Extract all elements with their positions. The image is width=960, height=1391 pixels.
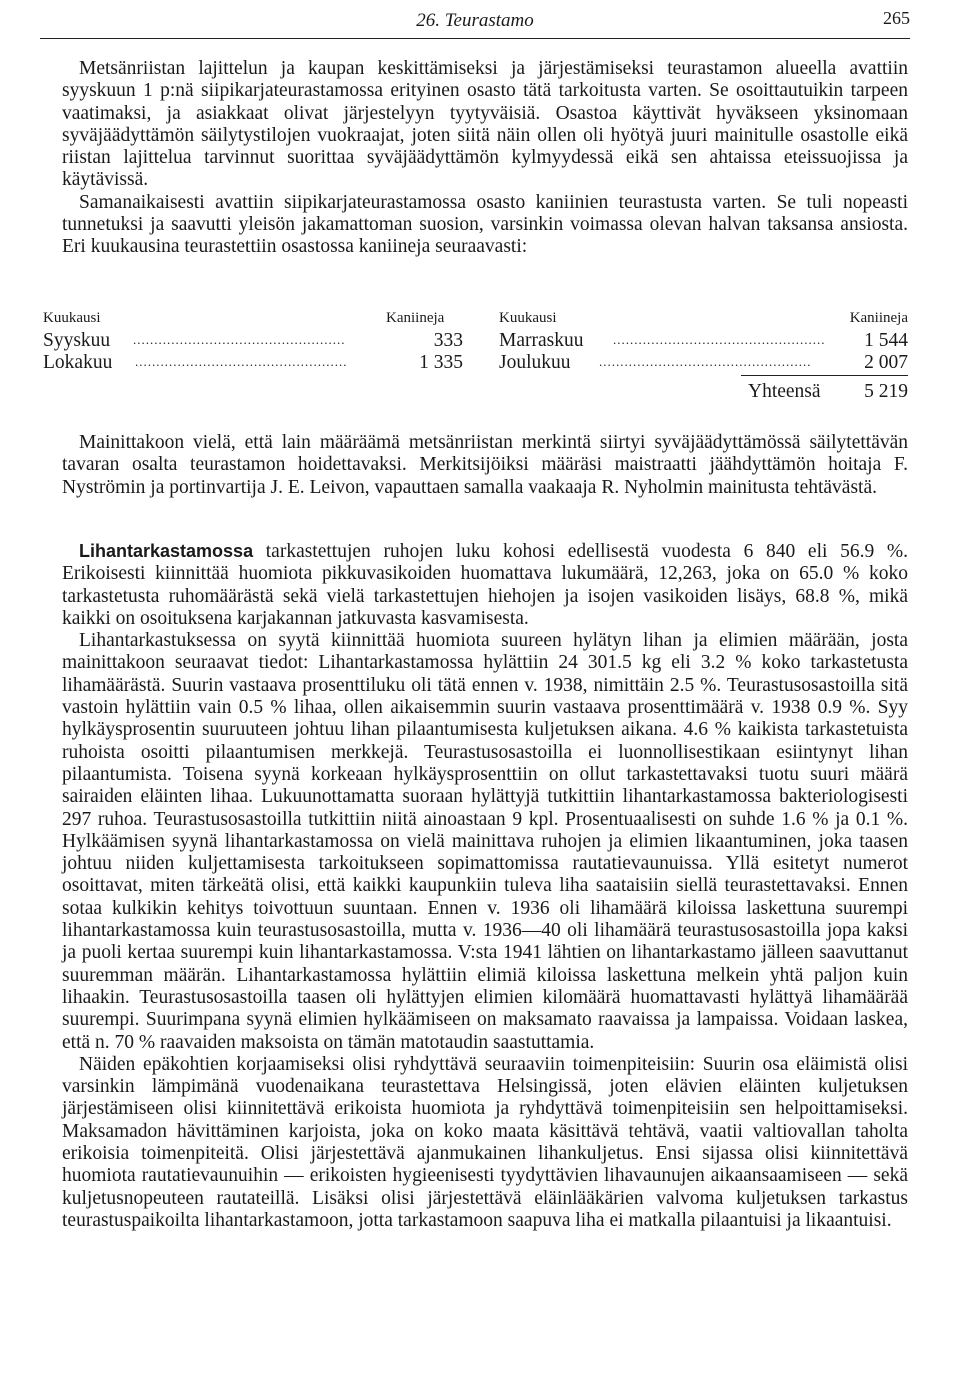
chapter-title: 26. Teurastamo (416, 10, 534, 31)
table-row (499, 352, 908, 374)
meat-paragraph-2: Lihantarkastuksessa on syytä kiinnittää huomiota suureen hylätyn lihan ja elimien määrään, josta mainittakoon seuraavat tiedot: Lihantarkastamossa hylättiin 24 301.5 kg eli 3.2 % koko tarkastetusta lihamäärästä. Suurin vastaava prosenttiluku oli tätä ennen v. 1938, nimittäin 2.5 %. Teurastusosastoilla sitä vastoin hylättiin vain 0.5 % lihaa, ollen aikaisemmin suurin vastaava prosenttimäärä v. 1938 0.9 %. Syy hylkäysprosentin suuruuteen johtuu lihan pilaantumisesta kuljetuksen aikana. 4.6 % kaikista tarkastetuista ruhoista osoitti pilaantumisen merkkejä. Teurastusosastoilla ei luonnollisestikaan esiintynyt lihan pilaantumista. Toisena syynä korkeaan hylkäysprosenttiin on ollut tarkastettavaksi tuotu suuri määrä sairaiden eläinten lihaa. Lukuunottamatta suoraan hylättyjä tutkittiin lihantarkastamossa bakteriologisesti 297 ruhoa. Teurastusosastoilla tutkittiin niitä ainoastaan 9 kpl. Prosentuaalisesti on suhde 1.6 % ja 0.1 %. Hylkäämisen syynä lihantarkastamossa on vielä mainittava ruhojen ja elimien likaantuminen, joka taasen johtuu niiden kuljettamisesta tarkoitukseen sopimattomissa rautatievaunuissa. Yllä esitetyt numerot osoittavat, miten tärkeätä olisi, että kaikki kaupunkiin tuleva liha saataisiin siellä teurastettavaksi. Ennen sotaa kulkikin kehitys toivottuun suuntaan. Ennen v. 1936 oli lihamäärä kiloissa laskettuna suurempi lihantarkastamossa kuin teurastusosastoilla, mutta v. 1936—40 oli lihamäärä teurastusosastoilla jopa kaksi ja puoli kertaa suurempi kuin lihantarkastamossa. V:sta 1941 lähtien on lihantarkastamo jälleen saavuttanut suuremman määrän. Lihantarkastamossa hylättiin elimiä kiloissa laskettuna melkein yhtä paljon kuin lihaakin. Teurastusosastoilla taasen oli hylättyjen elimien kilomäärä huomattavasti hylättyä lihamäärää suurempi. Suurimpana syynä elimien hylkäämiseen on maksamato raavaissa ja lampaissa. Voidaan laskea, että n. 70 % raavaiden maksoista on tämän matotaudin saastuttamia. (62, 630, 908, 1053)
total-label: Yhteensä (748, 381, 821, 402)
intro-paragraph-1: Metsänriistan lajittelun ja kaupan keskittämiseksi ja järjestämiseksi teurastamon alueella avattiin syyskuun 1 p:nä siipikarjateurastamossa erityinen osasto tätä tarkoitusta varten. Se osoittautuikin tarpeen vaatimaksi, ja asiakkaat olivat järjestelyyn tyytyväisiä. Osastoa käyttivät hyväkseen yksinomaan syväjäädyttämön säilytystilojen vuokraajat, joten siitä näin ollen oli hyötyä juuri mainitulle osastolle eikä riistan lajittelua tarvinnut suorittaa syväjäädyttämön kylmyydessä eikä sen ahtaissa eteissuojissa ja käytävissä. (62, 58, 908, 191)
intro-paragraph-2: Samanaikaisesti avattiin siipikarjateurastamossa osasto kaniinien teurastusta varten. Se tuli nopeasti tunnetuksi ja saavutti yleisön jakamattoman suosion, varsinkin voimassa olevan halvan taksansa ansiosta. Eri kuukausina teurastettiin osastossa kaniineja seuraavasti: (62, 191, 908, 258)
header-rule (40, 38, 910, 39)
row-month: Marraskuu (499, 330, 584, 351)
section-lead: Lihantarkastamossa (79, 541, 254, 561)
sum-rule (741, 375, 908, 376)
page-number: 265 (883, 8, 910, 28)
meat-paragraph-3: Näiden epäkohtien korjaamiseksi olisi ryhdyttävä seuraaviin toimenpiteisiin: Suurin osa eläimistä olisi varsinkin lämpimänä vuodenaikana teurastettava Helsingissä, joten elävien eläinten kuljetuksen järjestämiseen olisi kiinnitettävä erikoista huomiota ja ryhdyttävä toimenpiteisiin sen helpoittamiseksi. Maksamadon hävittäminen karjoista, joka on koko maata käsittävä tehtävä, vaatii valtiovallan taholta erikoisia toimenpiteitä. Olisi järjestettävä ajanmukainen lihankuljetus. Ensi sijassa olisi kiinnitettävä huomiota rautatievaunuihin — erikoisten hygieenisesti tyydyttävien lihavaunujen aikaansaamiseen — sekä kuljetusnopeuteen rautateillä. Lisäksi olisi järjestettävä eläinlääkärien valvoma kuljetuksen tarkastus teurastuspaikoilta lihantarkastamoon, jotta tarkastamoon saapuva liha ei matkalla pilaantuisi ja likaantuisi. (62, 1053, 908, 1231)
col-header-month-right: Kuukausi (499, 310, 557, 326)
intro-section (62, 58, 908, 259)
table-row (43, 352, 463, 374)
total-value: 5 219 (864, 381, 908, 402)
meat-paragraph-1 (62, 540, 908, 630)
col-header-count-left: Kaniineja (386, 310, 445, 326)
staff-paragraph: Mainittakoon vielä, että lain määräämä metsänriistan merkintä siirtyi syväjäädyttämössä säilytettävän tavaran osalta teurastamon hoidettavaksi. Merkitsijöiksi määräsi maistraatti jäähdyttämön hoitaja F. Nyströmin ja portinvartija J. E. Leivon, vapauttaen samalla vaakaaja R. Nyholmin mainitusta tehtävästä. (62, 432, 908, 498)
staff-section (62, 432, 908, 499)
table-row (499, 330, 908, 352)
row-count: 1 335 (419, 352, 463, 373)
col-header-count-right: Kaniineja (849, 310, 908, 326)
rabbit-table (43, 304, 908, 408)
table-row (43, 330, 463, 352)
dot-leader: .................................................. (133, 332, 346, 347)
row-month: Lokakuu (43, 352, 113, 373)
row-count: 1 544 (864, 330, 908, 351)
meat-inspection-section (62, 540, 908, 1232)
row-month: Syyskuu (43, 330, 111, 351)
row-count: 2 007 (864, 352, 908, 373)
row-count: 333 (433, 330, 463, 351)
dot-leader: .................................................. (599, 354, 812, 369)
col-header-month-left: Kuukausi (43, 310, 101, 326)
running-header (40, 6, 910, 36)
row-month: Joulukuu (499, 352, 571, 373)
dot-leader: .................................................. (135, 354, 348, 369)
meat-paragraph-1-text: tarkastettujen ruhojen luku kohosi edellisestä vuodesta 6 840 eli 56.9 %. Erikoisesti kiinnittää huomiota pikkuvasikoiden huomattava lukumäärä, 12,263, joka on 65.0 % koko tarkastetusta ruhomäärästä sekä vielä tarkastettujen hiehojen ja isojen vasikoiden lisäys, 68.8 %, mikä kaikki on osoituksena karjakannan jatkuvasta kasvamisesta. (62, 541, 908, 629)
dot-leader: .................................................. (613, 332, 826, 347)
